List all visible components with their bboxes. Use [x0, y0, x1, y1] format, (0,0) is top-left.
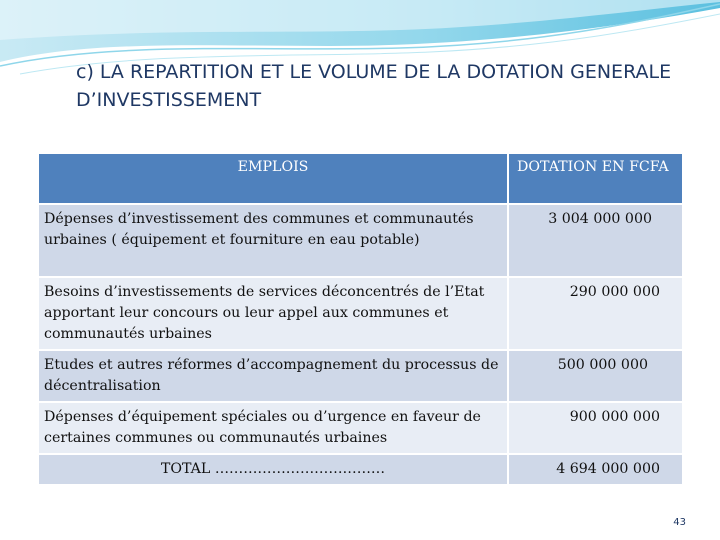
table-row: [39, 351, 682, 401]
table-row: [39, 278, 682, 349]
table-row: [39, 205, 682, 276]
row-amount: 500 000 000: [509, 351, 682, 401]
row-label: Etudes et autres réformes d’accompagnement du processus de décentralisation: [39, 351, 507, 401]
row-label: Besoins d’investissements de services déconcentrés de l’Etat apportant leur concours ou leur appel aux communes et communautés urbaines: [39, 278, 507, 349]
table-row: [39, 403, 682, 453]
header-emplois: EMPLOIS: [39, 154, 507, 203]
row-label: Dépenses d’équipement spéciales ou d’urgence en faveur de certaines communes ou communautés urbaines: [39, 403, 507, 453]
total-amount: 4 694 000 000: [509, 455, 682, 484]
header-dotation: DOTATION EN FCFA: [509, 154, 682, 203]
row-amount: 3 004 000 000: [509, 205, 682, 276]
dotation-table: [37, 152, 684, 486]
row-label: Dépenses d’investissement des communes et communautés urbaines ( équipement et fourniture en eau potable): [39, 205, 507, 276]
total-label: TOTAL ………………………………: [39, 455, 507, 484]
table-total-row: [39, 455, 682, 484]
row-amount: 290 000 000: [509, 278, 682, 349]
page-number: 43: [673, 517, 686, 528]
row-amount: 900 000 000: [509, 403, 682, 453]
slide-title: c) LA REPARTITION ET LE VOLUME DE LA DOTATION GENERALE D’INVESTISSEMENT: [76, 61, 672, 111]
table-header-row: [39, 154, 682, 203]
